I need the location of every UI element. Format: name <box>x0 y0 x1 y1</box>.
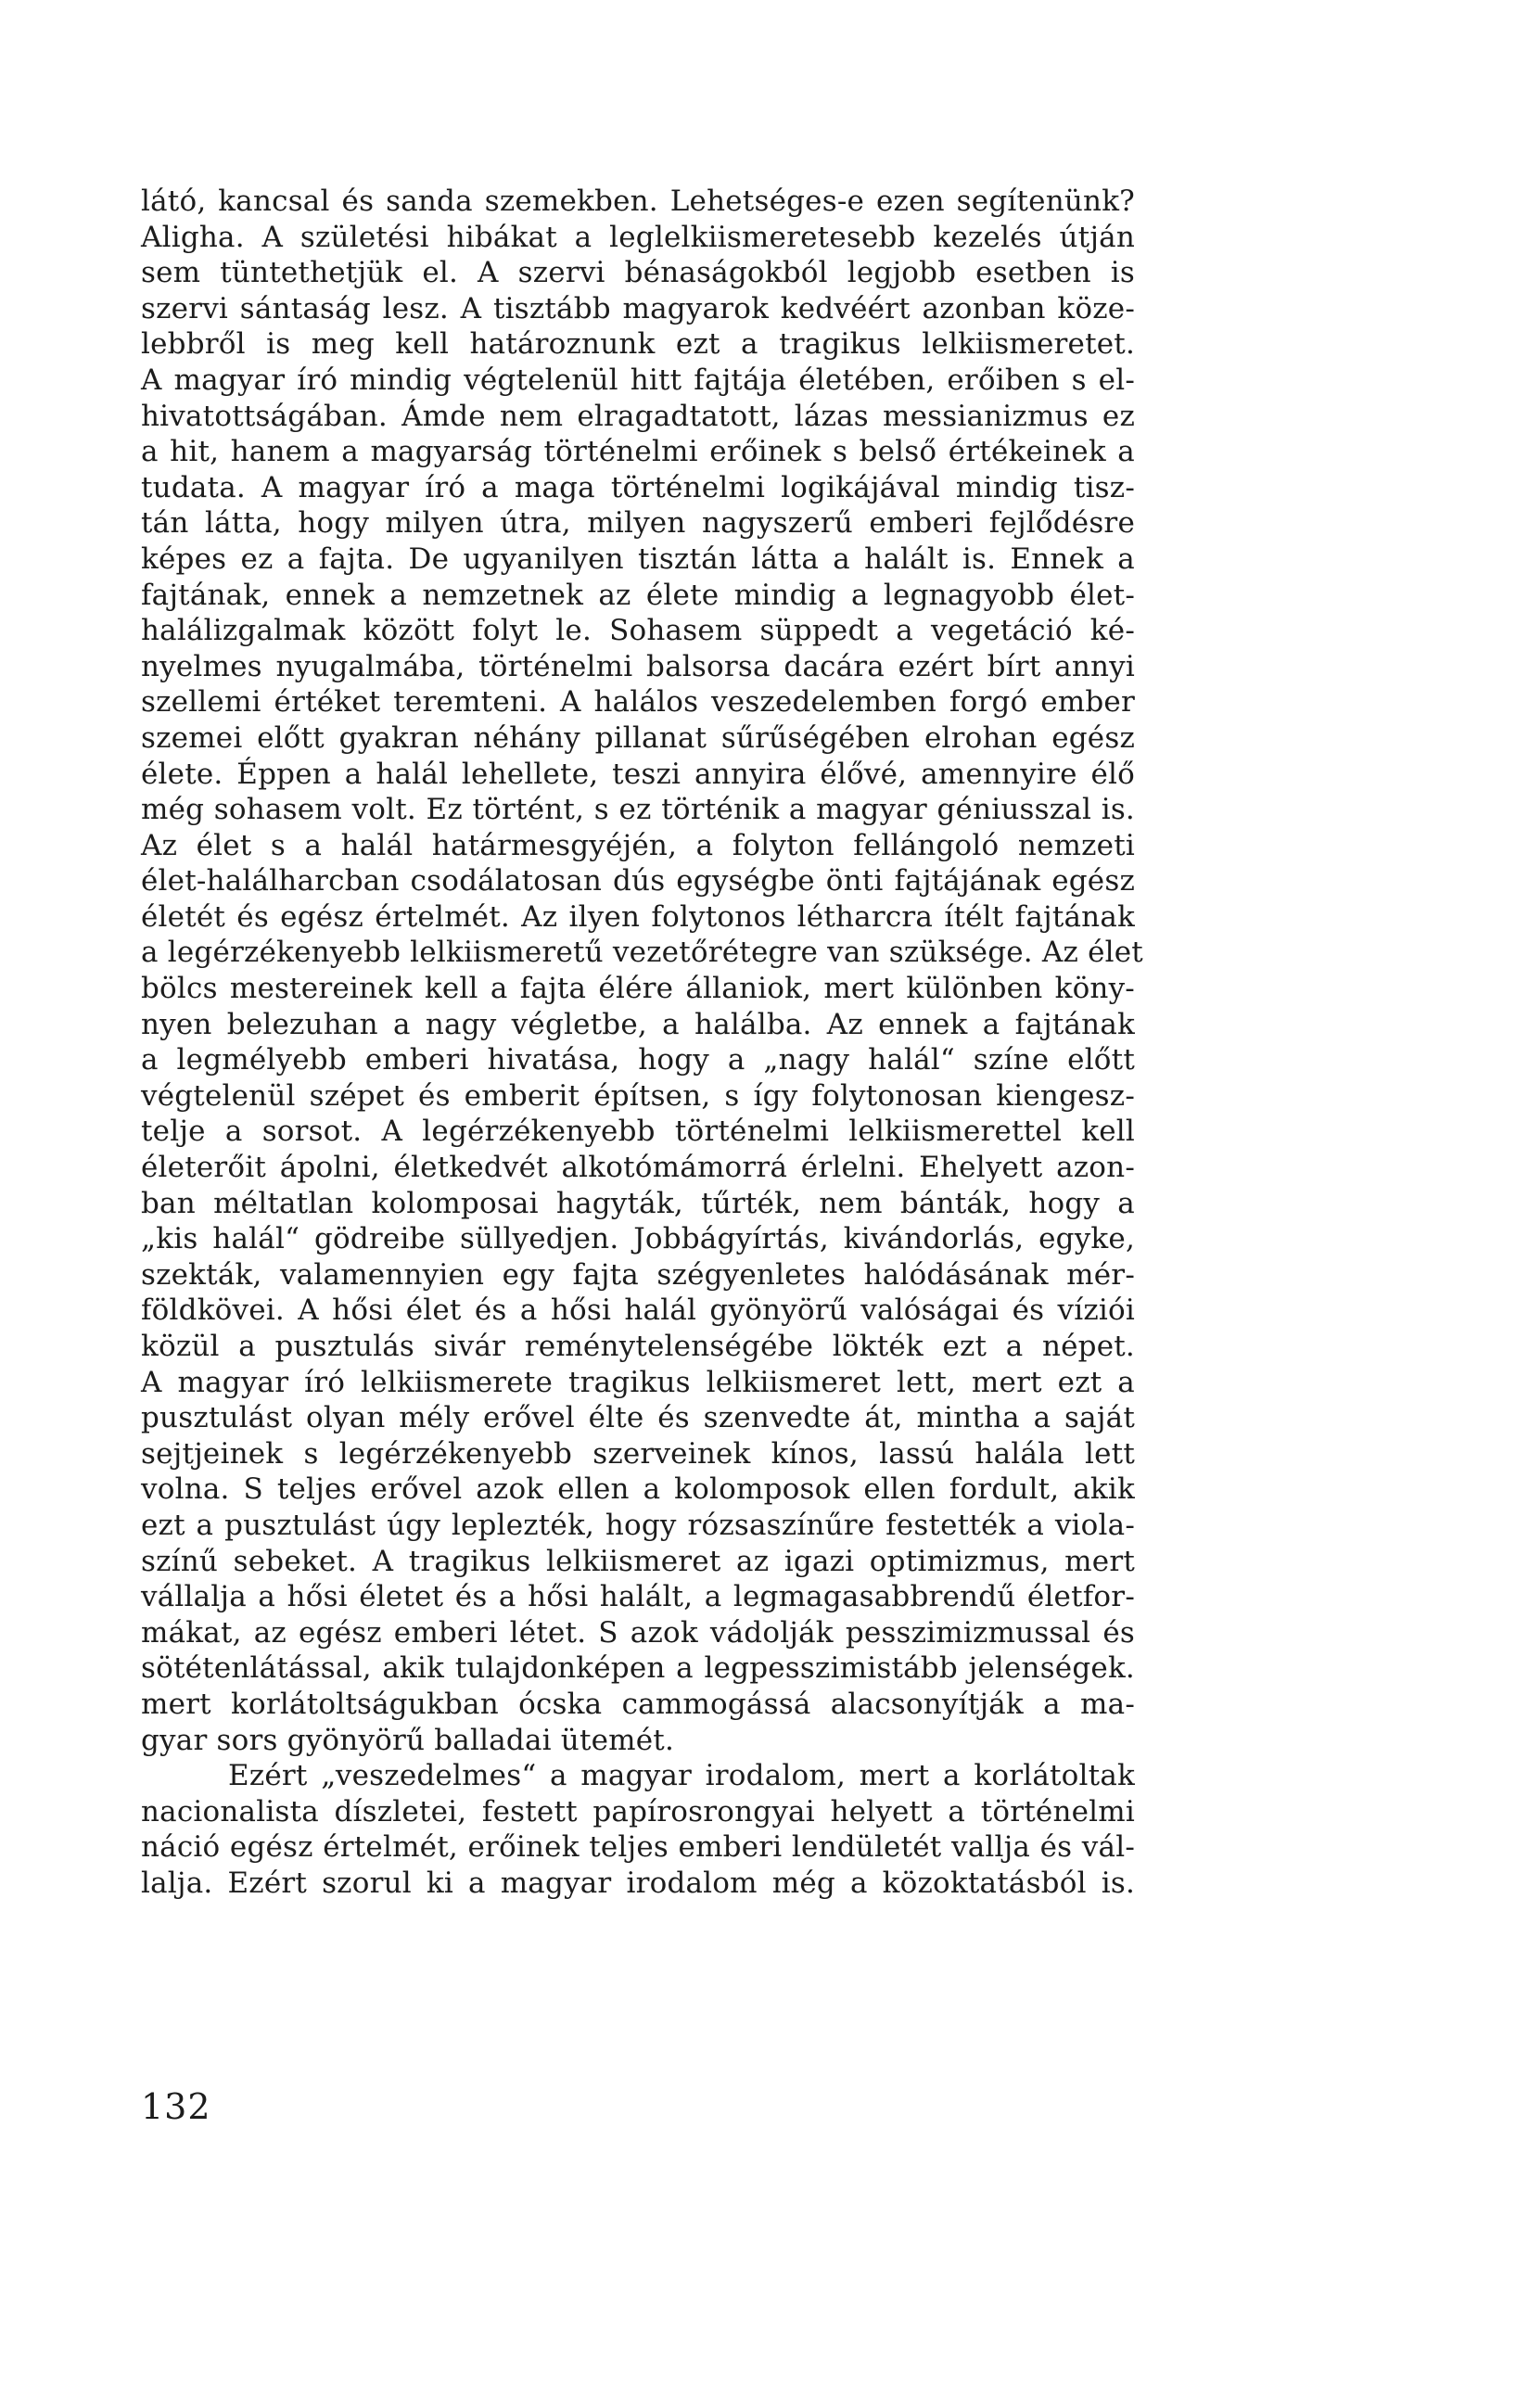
text-line: még sohasem volt. Ez történt, s ez történik a magyar géniusszal is. <box>141 793 1135 827</box>
text-line: sejtjeinek s legérzékenyebb szerveinek kínos, lassú halála lett <box>141 1436 1135 1471</box>
text-line: a hit, hanem a magyarság történelmi erőinek s belső értékeinek a <box>141 435 1135 469</box>
text-line: tudata. A magyar író a maga történelmi logikájával mindig tisz- <box>141 470 1135 504</box>
page-number: 132 <box>141 2086 211 2127</box>
text-line: végtelenül szépet és emberit építsen, s így folytonosan kiengesz- <box>141 1078 1135 1113</box>
text-line: élete. Éppen a halál lehellete, teszi annyira élővé, amennyire élő <box>141 757 1135 791</box>
body-text <box>141 184 1143 1902</box>
text-line: „kis halál“ gödreibe süllyedjen. Jobbágyírtás, kivándorlás, egyke, <box>141 1222 1135 1256</box>
text-line: A magyar író lelkiismerete tragikus lelkiismeret lett, mert ezt a <box>141 1365 1135 1399</box>
text-line: ban méltatlan kolomposai hagyták, tűrték, nem bánták, hogy a <box>141 1186 1135 1220</box>
text-line: Aligha. A születési hibákat a leglelkiismeretesebb kezelés útján <box>141 220 1135 254</box>
paragraph-end-line: gyar sors gyönyörű balladai ütemét. <box>141 1723 675 1757</box>
text-line: szekták, valamennyien egy fajta szégyenletes halódásának mér- <box>141 1257 1135 1292</box>
paragraph-start-line: Ezért „veszedelmes“ a magyar irodalom, mert a korlátoltak <box>228 1759 1135 1793</box>
text-line: sötétenlátással, akik tulajdonképen a legpesszimistább jelenségek. <box>141 1651 1135 1686</box>
text-line: szellemi értéket teremteni. A halálos veszedelemben forgó ember <box>141 685 1135 720</box>
text-line: életét és egész értelmét. Az ilyen folytonos létharcra ítélt fajtának <box>141 899 1135 934</box>
text-line: tán látta, hogy milyen útra, milyen nagyszerű emberi fejlődésre <box>141 506 1135 541</box>
text-line: színű sebeket. A tragikus lelkiismeret az igazi optimizmus, mert <box>141 1544 1135 1578</box>
text-line: szemei előtt gyakran néhány pillanat sűrűségében elrohan egész <box>141 720 1135 755</box>
text-line: mert korlátoltságukban ócska cammogássá alacsonyítják a ma- <box>141 1687 1135 1721</box>
text-line: szervi sántaság lesz. A tisztább magyarok kedvéért azonban köze- <box>141 291 1135 325</box>
text-line: halálizgalmak között folyt le. Sohasem süppedt a vegetáció ké- <box>141 614 1135 648</box>
text-line: fajtának, ennek a nemzetnek az élete mindig a legnagyobb élet- <box>141 578 1135 612</box>
text-line: ezt a pusztulást úgy leplezték, hogy rózsaszínűre festették a viola- <box>141 1508 1135 1542</box>
text-line: nacionalista díszletei, festett papírosrongyai helyett a történelmi <box>141 1794 1135 1828</box>
text-line: földkövei. A hősi élet és a hősi halál gyönyörű valóságai és víziói <box>141 1293 1135 1328</box>
text-line: nyelmes nyugalmába, történelmi balsorsa dacára ezért bírt annyi <box>141 649 1135 683</box>
text-line: élet-halálharcban csodálatosan dús egységbe önti fajtájának egész <box>141 864 1135 898</box>
text-line: közül a pusztulás sivár reménytelenségébe lökték ezt a népet. <box>141 1330 1135 1363</box>
text-line: mákat, az egész emberi létet. S azok vádolják pesszimizmussal és <box>141 1615 1135 1650</box>
text-line: volna. S teljes erővel azok ellen a kolomposok ellen fordult, akik <box>141 1472 1135 1507</box>
text-line: pusztulást olyan mély erővel élte és szenvedte át, mintha a saját <box>141 1401 1135 1435</box>
text-line: életerőit ápolni, életkedvét alkotómámorrá érlelni. Ehelyett azon- <box>141 1151 1135 1185</box>
text-line: lebbről is meg kell határoznunk ezt a tragikus lelkiismeretet. <box>141 327 1135 362</box>
text-line: képes ez a fajta. De ugyanilyen tisztán látta a halált is. Ennek a <box>141 541 1135 576</box>
text-line: telje a sorsot. A legérzékenyebb történelmi lelkiismerettel kell <box>141 1115 1135 1149</box>
text-line: Az élet s a halál határmesgyéjén, a folyton fellángoló nemzeti <box>141 828 1135 862</box>
text-line: náció egész értelmét, erőinek teljes emberi lendületét vallja és vál- <box>141 1830 1135 1865</box>
text-line: nyen belezuhan a nagy végletbe, a halálba. Az ennek a fajtának <box>141 1007 1135 1041</box>
text-line: hivatottságában. Ámde nem elragadtatott, lázas messianizmus ez <box>141 399 1135 433</box>
text-line: sem tüntethetjük el. A szervi bénaságokból legjobb esetben is <box>141 256 1135 290</box>
text-line: vállalja a hősi életet és a hősi halált, a legmagasabbrendű életfor- <box>141 1580 1135 1614</box>
text-line: bölcs mestereinek kell a fajta élére állaniok, mert különben köny- <box>141 972 1135 1006</box>
text-line: lalja. Ezért szorul ki a magyar irodalom még a közoktatásból is. <box>141 1866 1135 1900</box>
text-line: A magyar író mindig végtelenül hitt fajtája életében, erőiben s el- <box>141 363 1135 397</box>
text-line: látó, kancsal és sanda szemekben. Lehetséges-e ezen segítenünk? <box>141 185 1135 218</box>
text-line: a legérzékenyebb lelkiismeretű vezetőrétegre van szüksége. Az élet <box>141 936 1143 970</box>
text-line: a legmélyebb emberi hivatása, hogy a „nagy halál“ színe előtt <box>141 1043 1135 1077</box>
